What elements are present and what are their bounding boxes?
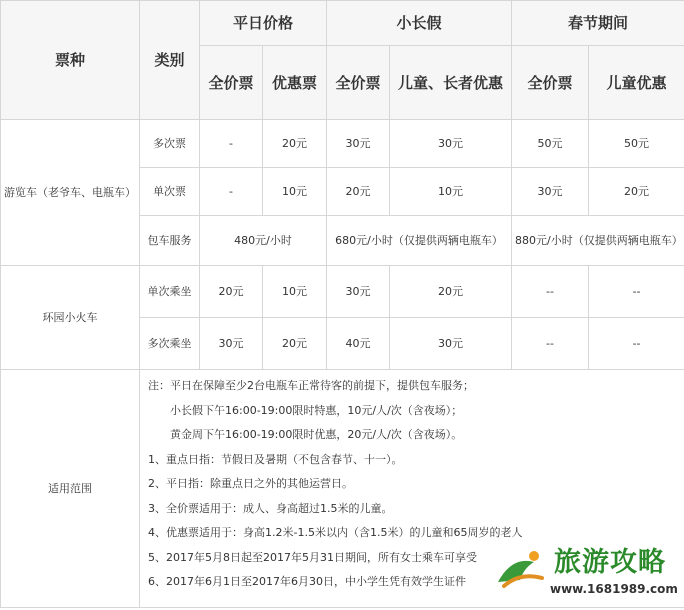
- header-weekday-full: 全价票: [200, 46, 263, 120]
- header-spring-child: 儿童优惠: [589, 46, 684, 120]
- cell: --: [589, 318, 684, 370]
- cell: 20元: [200, 266, 263, 318]
- note: 4、优惠票适用于：身高1.2米-1.5米以内（含1.5米）的儿童和65周岁的老人: [148, 526, 523, 539]
- cell: -: [200, 120, 263, 168]
- watermark: [490, 538, 680, 608]
- watermark-title: 旅游攻略: [554, 547, 666, 578]
- cell: 10元: [263, 266, 327, 318]
- cell: 20元: [589, 168, 684, 216]
- cell: 680元/小时（仅提供两辆电瓶车）: [327, 216, 512, 266]
- cell: 30元: [327, 266, 390, 318]
- group-sightseeing: 游览车（老爷车、电瓶车）: [1, 120, 140, 266]
- category-train-single: 单次乘坐: [140, 266, 200, 318]
- header-weekday: 平日价格: [200, 1, 327, 46]
- cell: 20元: [390, 266, 512, 318]
- cell: 480元/小时: [200, 216, 327, 266]
- cell: 30元: [390, 318, 512, 370]
- note: 5、2017年5月8日起至2017年5月31日期间，所有女士乘车可享受: [148, 550, 477, 564]
- cell: 30元: [512, 168, 589, 216]
- header-spring-festival: 春节期间: [512, 1, 684, 46]
- cell: --: [512, 318, 589, 370]
- note: 黄金周下午16:00-19:00限时优惠，20元/人/次（含夜场）。: [170, 428, 463, 441]
- note: 小长假下午16:00-19:00限时特惠，10元/人/次（含夜场）；: [170, 403, 463, 417]
- category-train-multi: 多次乘坐: [140, 318, 200, 370]
- cell: 20元: [263, 120, 327, 168]
- header-weekday-discount: 优惠票: [263, 46, 327, 120]
- watermark-url: www.1681989.com: [550, 582, 678, 596]
- header-short-holiday: 小长假: [327, 1, 512, 46]
- cell: 50元: [512, 120, 589, 168]
- header-ticket-type: 票种: [1, 1, 140, 120]
- note: 6、2017年6月1日至2017年6月30日，中小学生凭有效学生证件: [148, 575, 466, 588]
- cell: 10元: [263, 168, 327, 216]
- group-train: 环园小火车: [1, 266, 140, 370]
- header-holiday-full: 全价票: [327, 46, 390, 120]
- cell: 10元: [390, 168, 512, 216]
- travel-logo-icon: [490, 542, 550, 598]
- cell: 20元: [263, 318, 327, 370]
- header-spring-full: 全价票: [512, 46, 589, 120]
- category-multi: 多次票: [140, 120, 200, 168]
- note: 3、全价票适用于：成人、身高超过1.5米的儿童。: [148, 501, 393, 515]
- header-holiday-child-senior: 儿童、长者优惠: [390, 46, 512, 120]
- header-category: 类别: [140, 1, 200, 120]
- category-single: 单次票: [140, 168, 200, 216]
- note: 1、重点日指：节假日及暑期（不包含春节、十一）。: [148, 452, 403, 466]
- cell: -: [200, 168, 263, 216]
- cell: --: [512, 266, 589, 318]
- group-scope: 适用范围: [1, 370, 140, 608]
- cell: 30元: [327, 120, 390, 168]
- cell: --: [589, 266, 684, 318]
- cell: 30元: [200, 318, 263, 370]
- cell: 880元/小时（仅提供两辆电瓶车）: [512, 216, 684, 266]
- cell: 20元: [327, 168, 390, 216]
- category-charter: 包车服务: [140, 216, 200, 266]
- cell: 50元: [589, 120, 684, 168]
- note: 注：平日在保障至少2台电瓶车正常待客的前提下，提供包车服务；: [148, 379, 474, 392]
- cell: 30元: [390, 120, 512, 168]
- note: 2、平日指：除重点日之外的其他运营日。: [148, 477, 353, 490]
- cell: 40元: [327, 318, 390, 370]
